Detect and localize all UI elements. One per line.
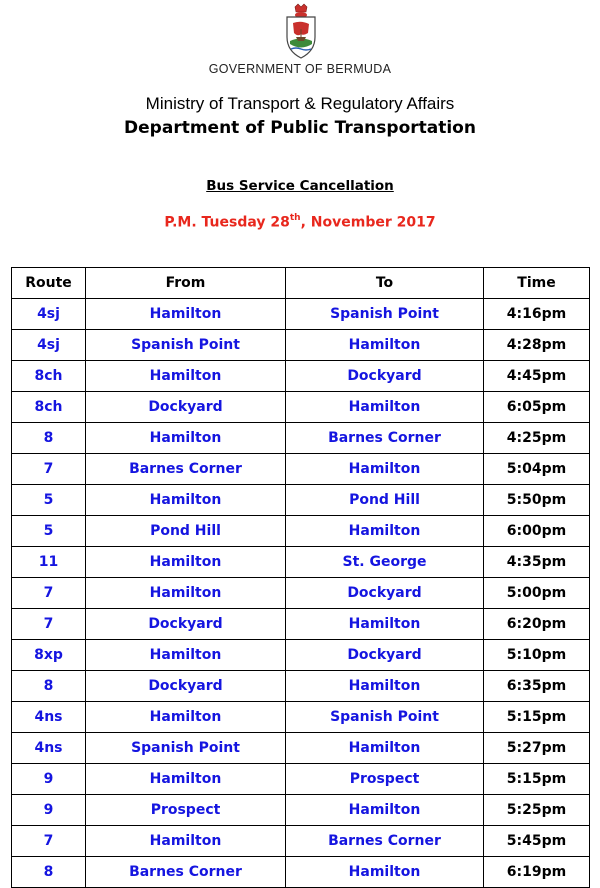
from-cell: Hamilton [86,361,286,392]
table-row [12,454,590,485]
to-cell: Barnes Corner [286,826,484,857]
time-cell: 5:25pm [484,795,590,826]
from-cell: Prospect [86,795,286,826]
to-cell: Hamilton [286,454,484,485]
ministry-name: Ministry of Transport & Regulatory Affairs [145,94,455,113]
route-cell: 4ns [12,702,86,733]
government-name: GOVERNMENT OF BERMUDA [208,62,392,76]
from-cell: Hamilton [86,764,286,795]
route-cell: 8ch [12,361,86,392]
route-cell: 5 [12,485,86,516]
header-time: Time [484,268,590,299]
route-cell: 9 [12,764,86,795]
from-cell: Hamilton [86,423,286,454]
time-cell: 6:20pm [484,609,590,640]
to-cell: Prospect [286,764,484,795]
from-cell: Barnes Corner [86,454,286,485]
date-rest: , November 2017 [300,214,436,231]
time-cell: 4:45pm [484,361,590,392]
time-cell: 5:15pm [484,764,590,795]
from-cell: Hamilton [86,826,286,857]
time-cell: 4:28pm [484,330,590,361]
date-ordinal-suffix: th [289,213,301,223]
time-cell: 5:00pm [484,578,590,609]
table-row [12,640,590,671]
from-cell: Hamilton [86,547,286,578]
time-cell: 5:15pm [484,702,590,733]
table-row [12,392,590,423]
from-cell: Hamilton [86,299,286,330]
from-cell: Barnes Corner [86,857,286,888]
from-cell: Spanish Point [86,330,286,361]
cancellation-table [11,267,590,888]
to-cell: Pond Hill [286,485,484,516]
table-row [12,671,590,702]
header-from: From [86,268,286,299]
time-cell: 4:25pm [484,423,590,454]
from-cell: Dockyard [86,671,286,702]
to-cell: Spanish Point [286,299,484,330]
table-row [12,764,590,795]
route-cell: 9 [12,795,86,826]
from-cell: Hamilton [86,578,286,609]
to-cell: Spanish Point [286,702,484,733]
time-cell: 6:19pm [484,857,590,888]
from-cell: Hamilton [86,640,286,671]
time-cell: 5:45pm [484,826,590,857]
time-cell: 6:35pm [484,671,590,702]
notice-date [0,214,600,231]
route-cell: 7 [12,826,86,857]
route-cell: 8 [12,857,86,888]
route-cell: 8 [12,671,86,702]
bermuda-coat-of-arms-icon [279,3,323,61]
to-cell: Dockyard [286,640,484,671]
from-cell: Spanish Point [86,733,286,764]
to-cell: Dockyard [286,578,484,609]
table-row [12,485,590,516]
from-cell: Hamilton [86,485,286,516]
route-cell: 5 [12,516,86,547]
to-cell: Hamilton [286,795,484,826]
time-cell: 6:00pm [484,516,590,547]
route-cell: 4ns [12,733,86,764]
table-row [12,361,590,392]
from-cell: Dockyard [86,392,286,423]
time-cell: 6:05pm [484,392,590,423]
time-cell: 5:10pm [484,640,590,671]
route-cell: 7 [12,578,86,609]
to-cell: Barnes Corner [286,423,484,454]
table-row [12,299,590,330]
from-cell: Dockyard [86,609,286,640]
table-header-row [12,268,590,299]
time-cell: 4:35pm [484,547,590,578]
table-row [12,330,590,361]
table-row [12,733,590,764]
table-row [12,609,590,640]
to-cell: Hamilton [286,671,484,702]
to-cell: Hamilton [286,857,484,888]
to-cell: Hamilton [286,516,484,547]
to-cell: Hamilton [286,392,484,423]
header-to: To [286,268,484,299]
time-cell: 4:16pm [484,299,590,330]
table-row [12,423,590,454]
route-cell: 7 [12,454,86,485]
time-cell: 5:27pm [484,733,590,764]
route-cell: 8 [12,423,86,454]
time-cell: 5:50pm [484,485,590,516]
to-cell: Hamilton [286,733,484,764]
table-row [12,857,590,888]
department-name: Department of Public Transportation [124,118,476,138]
table-row [12,795,590,826]
from-cell: Pond Hill [86,516,286,547]
route-cell: 8xp [12,640,86,671]
table-row [12,702,590,733]
date-prefix: P.M. Tuesday 28 [164,214,290,231]
time-cell: 5:04pm [484,454,590,485]
table-row [12,578,590,609]
table-row [12,516,590,547]
route-cell: 7 [12,609,86,640]
route-cell: 4sj [12,330,86,361]
route-cell: 4sj [12,299,86,330]
to-cell: St. George [286,547,484,578]
table-row [12,826,590,857]
to-cell: Hamilton [286,330,484,361]
route-cell: 8ch [12,392,86,423]
route-cell: 11 [12,547,86,578]
notice-title: Bus Service Cancellation [206,178,394,194]
to-cell: Hamilton [286,609,484,640]
header-route: Route [12,268,86,299]
from-cell: Hamilton [86,702,286,733]
to-cell: Dockyard [286,361,484,392]
table-row [12,547,590,578]
